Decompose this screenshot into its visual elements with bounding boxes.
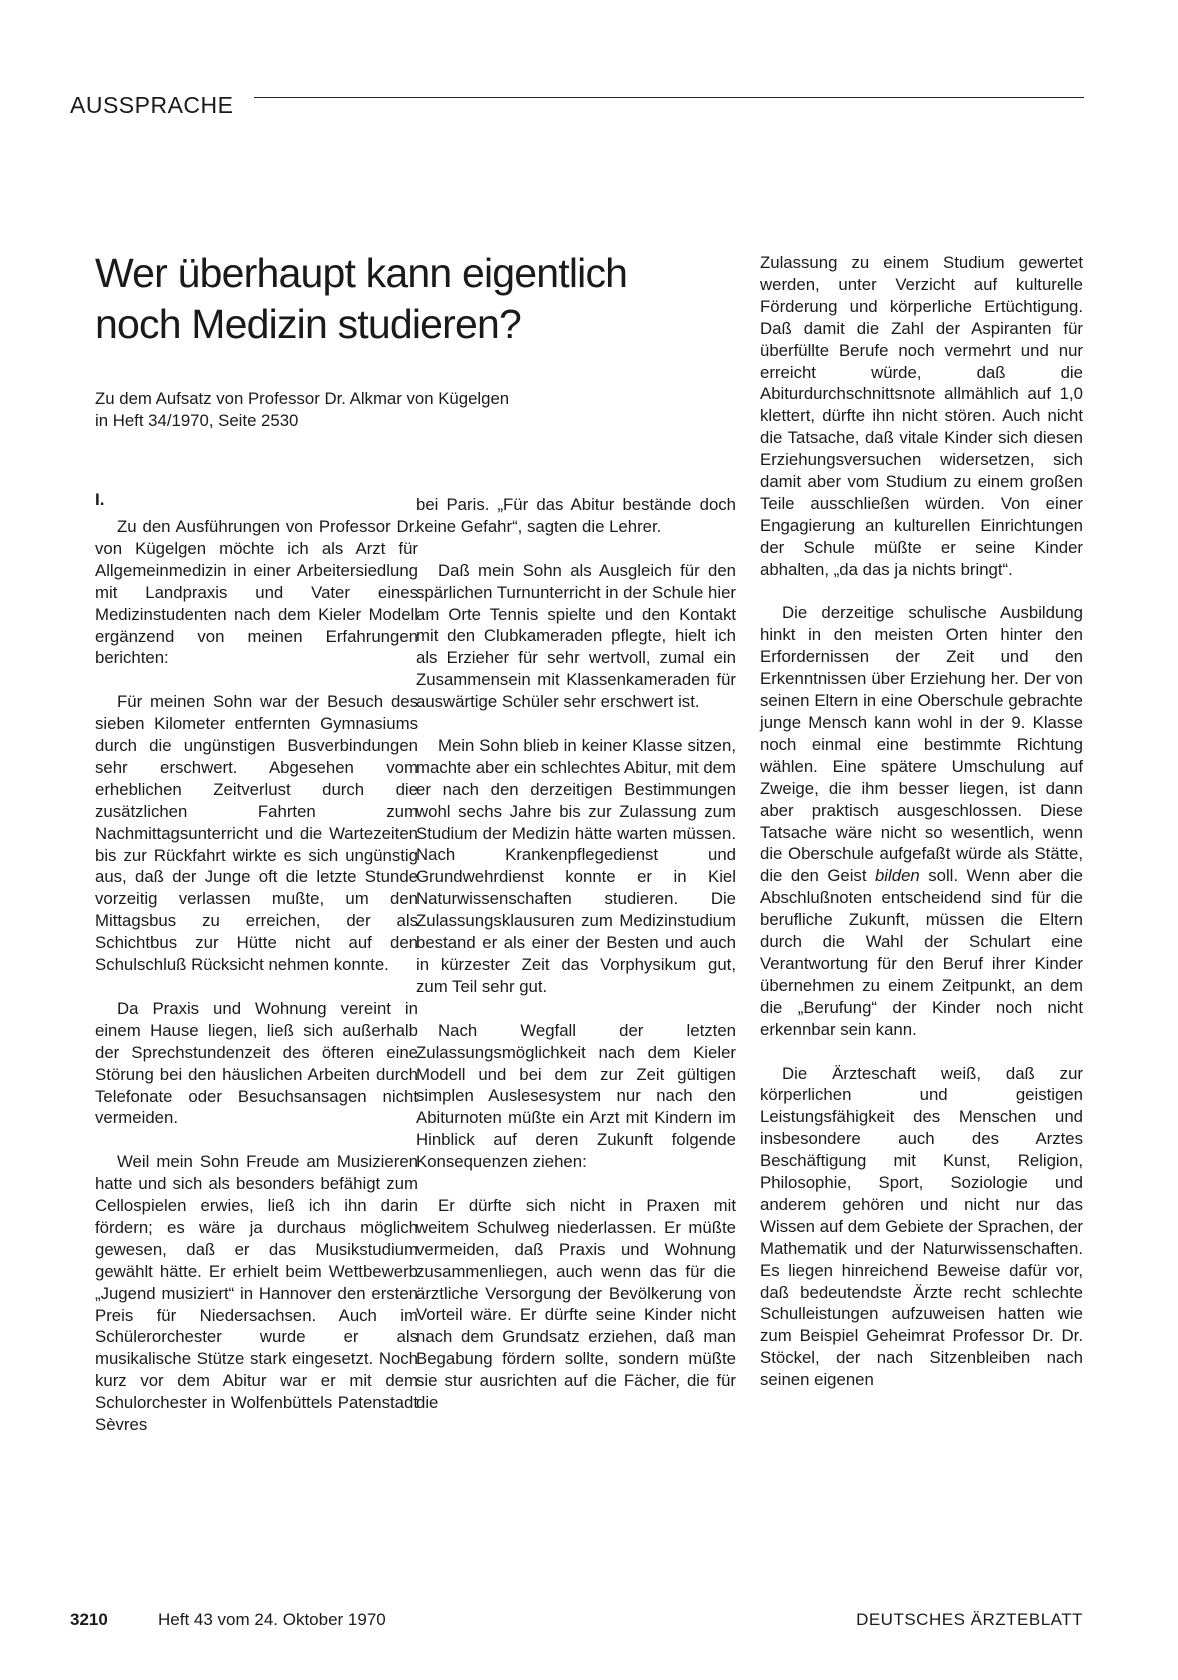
paragraph-text: soll. Wenn aber die Abschlußnoten entscheidend sind für die berufliche Zukunft, müssen die Eltern durch die Wahl der Schulart eine Verantwortung für den Beruf ihrer Kinder übernehmen zu einem Zeitpunkt, an dem die „Berufung“ der Kinder noch nicht erkennbar sein kann.	[760, 866, 1083, 1039]
section-label: AUSSPRACHE	[70, 92, 234, 118]
text-column-2	[416, 494, 736, 1436]
issue-info: Heft 43 vom 24. Oktober 1970	[158, 1610, 386, 1629]
section-number: I.	[95, 490, 105, 509]
page-number: 3210	[70, 1610, 108, 1629]
title-line-2: noch Medizin studieren?	[95, 301, 522, 348]
paragraph: Er dürfte sich nicht in Praxen mit weitem Schulweg niederlassen. Er müßte vermeiden, daß Praxis und Wohnung zusammenliegen, auch wenn das für die ärztliche Versorgung der Bevölkerung von Vorteil wäre. Er dürfte seine Kinder nicht nach dem Grundsatz erziehen, daß man Begabung fördern sollte, sondern müßte sie stur ausrichten auf die Fächer, die für die	[416, 1195, 736, 1413]
text-column-1	[95, 516, 418, 1458]
subtitle-line-2: in Heft 34/1970, Seite 2530	[95, 411, 299, 430]
paragraph: Für meinen Sohn war der Besuch des sieben Kilometer entfernten Gymnasiums durch die ungünstigen Busverbindungen sehr erschwert. Abgesehen vom erheblichen Zeitverlust durch die zusätzlichen Fahrten zum Nachmittagsunterricht und die Wartezeiten bis zur Rückfahrt wirkte es sich ungünstig aus, daß der Junge oft die letzte Stunde vorzeitig verlassen mußte, um den Mittagsbus zu erreichen, der als Schichtbus zur Hütte nicht auf den Schulschluß Rücksicht nehmen konnte.	[95, 692, 418, 975]
emphasis: bilden	[874, 866, 920, 886]
paragraph: Zu den Ausführungen von Professor Dr. von Kügelgen möchte ich als Arzt für Allgemeinmedizin in einer Arbeitersiedlung mit Landpraxis und Vater eines Medizinstudenten nach dem Kieler Modell ergänzend von meinen Erfahrungen berichten:	[95, 517, 418, 668]
paragraph: Da Praxis und Wohnung vereint in einem Hause liegen, ließ sich außerhalb der Sprechstundenzeit des öfteren eine Störung bei den häuslichen Arbeiten durch Telefonate oder Besuchsansagen nicht vermeiden.	[95, 998, 418, 1128]
article-subtitle	[95, 388, 655, 432]
paragraph: bei Paris. „Für das Abitur bestände doch keine Gefahr“, sagten die Lehrer.	[416, 495, 736, 536]
paragraph: Die Ärzteschaft weiß, daß zur körperlichen und geistigen Leistungsfähigkeit des Menschen und insbesondere auch des Arztes Beschäftigung mit Kunst, Religion, Philosophie, Sport, Soziologie und anderem gehören und nicht nur das Wissen auf dem Gebiete der Sprachen, der Mathematik und der Naturwissenschaften. Es liegen hinreichend Beweise dafür vor, daß bedeutendste Ärzte recht schlechte Schulleistungen aufzuweisen hatten wie zum Beispiel Geheimrat Professor Dr. Dr. Stöckel, der nach Sitzenbleiben nach seinen eigenen	[760, 1063, 1083, 1390]
journal-name: DEUTSCHES ÄRZTEBLATT	[856, 1610, 1083, 1629]
subtitle-line-1: Zu dem Aufsatz von Professor Dr. Alkmar von Kügelgen	[95, 389, 510, 408]
paragraph: Mein Sohn blieb in keiner Klasse sitzen, machte aber ein schlechtes Abitur, mit dem er nach den derzeitigen Bestimmungen wohl sechs Jahre bis zur Zulassung zum Studium der Medizin hätte warten müssen. Nach Krankenpflegedienst und Grundwehrdienst konnte er in Kiel Naturwissenschaften studieren. Die Zulassungsklausuren zum Medizinstudium bestand er als einer der Besten und auch in kürzester Zeit das Vorphysikum gut, zum Teil sehr gut.	[416, 735, 736, 996]
text-column-3	[760, 252, 1083, 1413]
title-line-1: Wer überhaupt kann eigentlich	[95, 250, 628, 296]
paragraph: Nach Wegfall der letzten Zulassungsmöglichkeit nach dem Kieler Modell und bei dem zur Zeit gültigen simplen Auslesesystem nur nach den Abiturnoten müßte ein Arzt mit Kindern im Hinblick auf deren Zukunft folgende Konsequenzen ziehen:	[416, 1020, 736, 1172]
paragraph: Zulassung zu einem Studium gewertet werden, unter Verzicht auf kulturelle Förderung und körperliche Ertüchtigung. Daß damit die Zahl der Aspiranten für überfüllte Berufe noch vermehrt und nur erreicht würde, daß die Abiturdurchschnittsnote allmählich auf 1,0 klettert, dürfte ihn nicht stören. Auch nicht die Tatsache, daß vitale Kinder sich diesen Erziehungsversuchen widersetzen, sich damit aber vom Studium zu einem großen Teile ausschließen würden. Von einer Engagierung an kulturellen Einrichtungen der Schule müßte er seine Kinder abhalten, „da das ja nichts bringt“.	[760, 253, 1083, 579]
paragraph-text: Die derzeitige schulische Ausbildung hinkt in den meisten Orten hinter den Erfordernissen der Zeit und den Erkenntnissen über Erziehung her. Der von seinen Eltern in eine Oberschule gebrachte junge Mensch kann wohl in der 9. Klasse noch einmal eine bestimmte Richtung wählen. Eine spätere Umschulung auf Zweige, die ihm besser liegen, ist dann aber praktisch ausgeschlossen. Diese Tatsache wäre nicht so wesentlich, wenn die Oberschule aufgefaßt würde als Stätte, die den Geist	[760, 603, 1083, 886]
paragraph: Weil mein Sohn Freude am Musizieren hatte und sich als besonders befähigt zum Cellospielen erwies, ließ ich ihn darin fördern; es wäre ja durchaus möglich gewesen, daß er das Musikstudium gewählt hätte. Er erhielt beim Wettbewerb „Jugend musiziert“ in Hannover den ersten Preis für Niedersachsen. Auch im Schülerorchester wurde er als musikalische Stütze stark eingesetzt. Noch kurz vor dem Abitur war er mit dem Schulorchester in Wolfenbüttels Patenstadt Sèvres	[95, 1152, 418, 1435]
header-rule	[254, 97, 1084, 98]
article-title	[95, 248, 735, 351]
paragraph: Daß mein Sohn als Ausgleich für den spärlichen Turnunterricht in der Schule hier am Orte Tennis spielte und den Kontakt mit den Clubkameraden pflegte, hielt ich als Erzieher für sehr wertvoll, zumal ein Zusammensein mit Klassenkameraden für auswärtige Schüler sehr erschwert ist.	[416, 560, 736, 712]
paragraph	[760, 602, 1083, 1040]
